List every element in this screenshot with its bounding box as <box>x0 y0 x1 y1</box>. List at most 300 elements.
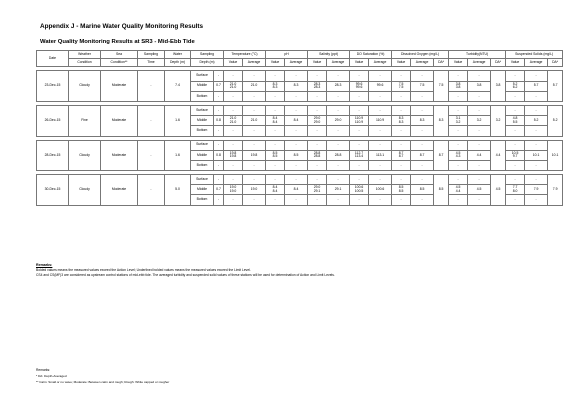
middle-suspended-solids <box>506 116 525 126</box>
water-depth-cell: 1.6 <box>165 140 191 171</box>
salinity-reading-2: 28.8 <box>313 154 321 159</box>
surface-suspended-solids-average: - <box>525 105 548 115</box>
middle-salinity-average: 29.1 <box>327 185 350 195</box>
do-saturation-reading-1: 112.7 <box>354 150 364 155</box>
bottom-temperature-average: - <box>243 91 266 101</box>
bottom-do-saturation-average: - <box>369 91 392 101</box>
dissolved-oxygen-reading-2: 8.3 <box>398 119 404 124</box>
middle-salinity <box>308 116 327 126</box>
surface-temperature-average: - <box>243 105 266 115</box>
surface-dissolved-oxygen: - <box>392 71 411 81</box>
surface-temperature: - <box>224 105 243 115</box>
header-ph-average: Average <box>285 59 308 67</box>
turbidity-reading-2: 3.8 <box>455 85 461 90</box>
middle-turbidity <box>449 81 468 91</box>
bottom-do-saturation: - <box>350 195 369 205</box>
middle-depth: 0.7 <box>214 81 224 91</box>
bottom-ph: - <box>266 160 285 170</box>
sampling-level-bottom: Bottom <box>191 195 214 205</box>
sampling-level-bottom: Bottom <box>191 126 214 136</box>
water-depth-cell: 5.0 <box>165 175 191 206</box>
middle-salinity-average: 29.0 <box>327 116 350 126</box>
sampling-level-surface: Surface <box>191 140 214 150</box>
sampling-time-cell: - <box>138 140 165 171</box>
header-do-saturation-value: Value <box>350 59 369 67</box>
surface-do-saturation: - <box>350 105 369 115</box>
do-saturation-reading-1: 99.6 <box>355 81 363 86</box>
surface-depth: - <box>214 140 224 150</box>
temperature-reading-2: 21.0 <box>229 85 237 90</box>
bottom-suspended-solids-average: - <box>525 160 548 170</box>
middle-depth: 0.8 <box>214 116 224 126</box>
bottom-suspended-solids: - <box>506 195 525 205</box>
middle-dissolved-oxygen-average: 7.5 <box>411 81 434 91</box>
middle-suspended-solids-average: 5.2 <box>525 116 548 126</box>
surface-turbidity-average: - <box>468 105 491 115</box>
surface-turbidity-average: - <box>468 140 491 150</box>
salinity-reading-2: 28.3 <box>313 85 321 90</box>
bottom-temperature: - <box>224 160 243 170</box>
salinity-reading-1: 29.0 <box>313 185 321 190</box>
bottom-suspended-solids: - <box>506 91 525 101</box>
middle-ph <box>266 116 285 126</box>
sampling-level-middle: Middle <box>191 150 214 160</box>
surface-salinity: - <box>308 140 327 150</box>
bottom-dissolved-oxygen: - <box>392 195 411 205</box>
header-turbidity-average: Average <box>468 59 491 67</box>
middle-dissolved-oxygen <box>392 150 411 160</box>
surface-do-saturation: - <box>350 140 369 150</box>
header-water-depth-sub: Depth (m) <box>165 59 191 67</box>
bottom-turbidity: - <box>449 195 468 205</box>
suspended-solids-da: 7.9 <box>548 175 563 206</box>
bottom-ph-average: - <box>285 126 308 136</box>
header-salinity: Salinity (ppt) <box>308 51 350 59</box>
dissolved-oxygen-reading-1: 7.5 <box>398 81 404 86</box>
surface-ph: - <box>266 71 285 81</box>
temperature-reading-1: 21.0 <box>229 81 237 86</box>
middle-do-saturation <box>350 116 369 126</box>
header-dissolved-oxygen-da: DA* <box>434 59 449 67</box>
surface-salinity-average: - <box>327 140 350 150</box>
note-sea-condition: ** Calm: Small or no wave; Moderate: Between calm and rough; Rough: White capped or rougher <box>36 380 170 384</box>
surface-turbidity: - <box>449 71 468 81</box>
bottom-dissolved-oxygen-average: - <box>411 91 434 101</box>
do-saturation-reading-2: 113.4 <box>354 154 364 159</box>
surface-depth: - <box>214 71 224 81</box>
suspended-solids-da: 5.2 <box>548 105 563 136</box>
surface-temperature-average: - <box>243 140 266 150</box>
middle-dissolved-oxygen-average: 8.3 <box>411 116 434 126</box>
bottom-temperature: - <box>224 195 243 205</box>
middle-do-saturation-average: 113.1 <box>369 150 392 160</box>
header-sea-sub: Condition** <box>101 59 138 67</box>
table-row-surface <box>37 105 563 115</box>
surface-turbidity-average: - <box>468 71 491 81</box>
turbidity-da: 3.8 <box>491 71 506 102</box>
middle-salinity-average: 28.3 <box>327 81 350 91</box>
middle-depth: 0.8 <box>214 150 224 160</box>
turbidity-reading-2: 4.3 <box>455 154 461 159</box>
surface-salinity-average: - <box>327 71 350 81</box>
bottom-do-saturation-average: - <box>369 126 392 136</box>
surface-dissolved-oxygen: - <box>392 140 411 150</box>
middle-turbidity <box>449 116 468 126</box>
middle-turbidity-average: 3.2 <box>468 116 491 126</box>
temperature-reading-2: 19.8 <box>229 154 237 159</box>
suspended-solids-reading-2: 6.2 <box>512 85 518 90</box>
header-dissolved-oxygen: Dissolved Oxygen (mg/L) <box>392 51 449 59</box>
header-sampling-depth-sub: Depth (m) <box>191 59 224 67</box>
surface-suspended-solids-average: - <box>525 175 548 185</box>
dissolved-oxygen-da: 7.5 <box>434 71 449 102</box>
salinity-reading-2: 29.0 <box>313 119 321 124</box>
bottom-salinity: - <box>308 126 327 136</box>
middle-dissolved-oxygen <box>392 116 411 126</box>
salinity-reading-1: 28.3 <box>313 81 321 86</box>
surface-turbidity-average: - <box>468 175 491 185</box>
sea-condition-cell: Moderate <box>101 140 138 171</box>
header-weather-sub: Condition <box>69 59 101 67</box>
middle-turbidity <box>449 185 468 195</box>
sampling-time-cell: - <box>138 175 165 206</box>
water-depth-cell: 1.6 <box>165 105 191 136</box>
middle-dissolved-oxygen-average: 8.5 <box>411 185 434 195</box>
middle-ph <box>266 185 285 195</box>
middle-temperature-average: 19.8 <box>243 150 266 160</box>
surface-dissolved-oxygen: - <box>392 105 411 115</box>
ph-reading-1: 8.3 <box>272 81 278 86</box>
middle-turbidity-average: 4.5 <box>468 185 491 195</box>
middle-do-saturation-average: 100.6 <box>369 185 392 195</box>
temperature-reading-2: 19.0 <box>229 188 237 193</box>
surface-do-saturation-average: - <box>369 71 392 81</box>
bottom-depth: - <box>214 126 224 136</box>
bottom-turbidity-average: - <box>468 126 491 136</box>
middle-suspended-solids-average: 7.9 <box>525 185 548 195</box>
surface-suspended-solids-average: - <box>525 71 548 81</box>
suspended-solids-reading-1: 4.8 <box>512 116 518 121</box>
ph-reading-1: 8.4 <box>272 185 278 190</box>
middle-ph-average: 8.4 <box>285 185 308 195</box>
surface-dissolved-oxygen-average: - <box>411 71 434 81</box>
header-turbidity-value: Value <box>449 59 468 67</box>
suspended-solids-reading-1: 5.2 <box>512 81 518 86</box>
surface-depth: - <box>214 105 224 115</box>
bottom-turbidity: - <box>449 126 468 136</box>
weather-cell: Cloudy <box>69 71 101 102</box>
ph-reading-2: 8.5 <box>272 154 278 159</box>
surface-ph: - <box>266 140 285 150</box>
header-sampling-time-sub: Time <box>138 59 165 67</box>
middle-suspended-solids <box>506 150 525 160</box>
suspended-solids-da: 5.7 <box>548 71 563 102</box>
bottom-temperature-average: - <box>243 126 266 136</box>
middle-suspended-solids <box>506 185 525 195</box>
surface-ph: - <box>266 175 285 185</box>
weather-cell: Cloudy <box>69 140 101 171</box>
middle-suspended-solids-average: 5.7 <box>525 81 548 91</box>
dissolved-oxygen-reading-1: 8.5 <box>398 185 404 190</box>
surface-turbidity: - <box>449 175 468 185</box>
bottom-temperature: - <box>224 126 243 136</box>
surface-ph-average: - <box>285 105 308 115</box>
bottom-depth: - <box>214 195 224 205</box>
bottom-dissolved-oxygen-average: - <box>411 126 434 136</box>
header-suspended-solids-da: DA* <box>548 59 563 67</box>
middle-ph <box>266 150 285 160</box>
remarks-line-1: Bolded values means the measured values exceed the Action Level; Underlined bolded values means the measured values exceed the Limit Level. <box>36 268 251 272</box>
middle-suspended-solids-average: 10.1 <box>525 150 548 160</box>
do-saturation-reading-2: 99.6 <box>355 85 363 90</box>
bottom-dissolved-oxygen: - <box>392 160 411 170</box>
do-saturation-reading-1: 100.6 <box>354 185 364 190</box>
sampling-time-cell: - <box>138 71 165 102</box>
dissolved-oxygen-reading-2: 7.5 <box>398 85 404 90</box>
bottom-dissolved-oxygen-average: - <box>411 160 434 170</box>
bottom-salinity: - <box>308 91 327 101</box>
sampling-level-surface: Surface <box>191 71 214 81</box>
header-suspended-solids-value: Value <box>506 59 525 67</box>
header-temperature-value: Value <box>224 59 243 67</box>
sea-condition-cell: Moderate <box>101 105 138 136</box>
middle-temperature <box>224 150 243 160</box>
middle-do-saturation <box>350 81 369 91</box>
middle-temperature-average: 21.0 <box>243 116 266 126</box>
date-cell: 28-Dec-15 <box>37 140 69 171</box>
header-turbidity-da: DA* <box>491 59 506 67</box>
middle-depth: 0.7 <box>214 185 224 195</box>
header-turbidity: Turbidity(NTU) <box>449 51 506 59</box>
middle-temperature-average: 21.0 <box>243 81 266 91</box>
temperature-reading-1: 21.0 <box>229 116 237 121</box>
date-cell: 30-Dec-15 <box>37 175 69 206</box>
date-cell: 26-Dec-15 <box>37 105 69 136</box>
bottom-ph-average: - <box>285 160 308 170</box>
bottom-do-saturation-average: - <box>369 195 392 205</box>
middle-turbidity-average: 4.4 <box>468 150 491 160</box>
bottom-ph-average: - <box>285 195 308 205</box>
bottom-dissolved-oxygen-average: - <box>411 195 434 205</box>
bottom-ph: - <box>266 195 285 205</box>
surface-ph-average: - <box>285 140 308 150</box>
ph-reading-2: 8.4 <box>272 119 278 124</box>
surface-turbidity: - <box>449 105 468 115</box>
header-sampling-depth: Sampling <box>191 51 224 59</box>
header-temperature-average: Average <box>243 59 266 67</box>
header-temperature: Temperature (°C) <box>224 51 266 59</box>
sampling-time-cell: - <box>138 105 165 136</box>
bottom-salinity: - <box>308 160 327 170</box>
suspended-solids-reading-1: 10.5 <box>511 150 519 155</box>
middle-ph-average: 8.4 <box>285 116 308 126</box>
bottom-turbidity-average: - <box>468 195 491 205</box>
weather-cell: Fine <box>69 105 101 136</box>
header-dissolved-oxygen-value: Value <box>392 59 411 67</box>
notes-title: Remarks: <box>36 368 51 372</box>
middle-do-saturation <box>350 185 369 195</box>
ph-reading-2: 8.3 <box>272 85 278 90</box>
surface-dissolved-oxygen-average: - <box>411 105 434 115</box>
sampling-level-bottom: Bottom <box>191 91 214 101</box>
sea-condition-cell: Moderate <box>101 175 138 206</box>
header-row-1 <box>37 51 563 59</box>
bottom-suspended-solids-average: - <box>525 195 548 205</box>
sampling-level-surface: Surface <box>191 105 214 115</box>
bottom-ph: - <box>266 91 285 101</box>
do-saturation-reading-2: 110.9 <box>354 119 364 124</box>
sampling-level-bottom: Bottom <box>191 160 214 170</box>
surface-salinity-average: - <box>327 105 350 115</box>
middle-salinity <box>308 150 327 160</box>
surface-temperature: - <box>224 71 243 81</box>
note-depth-averaged: * DA: Depth-Averaged <box>36 374 67 378</box>
sampling-level-middle: Middle <box>191 116 214 126</box>
turbidity-da: 4.4 <box>491 140 506 171</box>
middle-temperature <box>224 185 243 195</box>
header-date: Date <box>37 51 69 67</box>
sampling-level-middle: Middle <box>191 185 214 195</box>
middle-temperature <box>224 116 243 126</box>
surface-do-saturation: - <box>350 71 369 81</box>
dissolved-oxygen-reading-2: 8.5 <box>398 188 404 193</box>
middle-salinity <box>308 185 327 195</box>
header-water-depth: Water <box>165 51 191 59</box>
surface-dissolved-oxygen: - <box>392 175 411 185</box>
middle-ph-average: 8.5 <box>285 150 308 160</box>
header-do-saturation-average: Average <box>369 59 392 67</box>
bottom-dissolved-oxygen: - <box>392 126 411 136</box>
bottom-depth: - <box>214 91 224 101</box>
bottom-suspended-solids: - <box>506 126 525 136</box>
surface-dissolved-oxygen-average: - <box>411 175 434 185</box>
middle-ph-average: 8.3 <box>285 81 308 91</box>
surface-temperature: - <box>224 175 243 185</box>
header-salinity-average: Average <box>327 59 350 67</box>
bottom-ph: - <box>266 126 285 136</box>
dissolved-oxygen-reading-2: 8.7 <box>398 154 404 159</box>
do-saturation-reading-1: 110.9 <box>354 116 364 121</box>
header-do-saturation: DO Saturation (%) <box>350 51 392 59</box>
bottom-turbidity: - <box>449 160 468 170</box>
header-dissolved-oxygen-average: Average <box>411 59 434 67</box>
middle-do-saturation <box>350 150 369 160</box>
ph-reading-2: 8.4 <box>272 188 278 193</box>
header-ph: pH <box>266 51 308 59</box>
surface-depth: - <box>214 175 224 185</box>
surface-ph-average: - <box>285 71 308 81</box>
bottom-temperature-average: - <box>243 195 266 205</box>
weather-cell: Cloudy <box>69 175 101 206</box>
ph-reading-1: 8.4 <box>272 116 278 121</box>
bottom-temperature: - <box>224 91 243 101</box>
do-saturation-reading-2: 100.5 <box>354 188 364 193</box>
bottom-salinity-average: - <box>327 91 350 101</box>
header-sampling-time: Sampling <box>138 51 165 59</box>
surface-temperature-average: - <box>243 71 266 81</box>
middle-salinity-average: 28.8 <box>327 150 350 160</box>
bottom-suspended-solids: - <box>506 160 525 170</box>
bottom-do-saturation: - <box>350 160 369 170</box>
surface-do-saturation: - <box>350 175 369 185</box>
bottom-ph-average: - <box>285 91 308 101</box>
header-weather: Weather <box>69 51 101 59</box>
middle-turbidity-average: 3.8 <box>468 81 491 91</box>
bottom-turbidity: - <box>449 91 468 101</box>
sampling-level-middle: Middle <box>191 81 214 91</box>
surface-suspended-solids-average: - <box>525 140 548 150</box>
surface-dissolved-oxygen-average: - <box>411 140 434 150</box>
bottom-suspended-solids-average: - <box>525 126 548 136</box>
dissolved-oxygen-da: 8.5 <box>434 175 449 206</box>
middle-ph <box>266 81 285 91</box>
temperature-reading-2: 21.0 <box>229 119 237 124</box>
suspended-solids-reading-2: 9.7 <box>512 154 518 159</box>
suspended-solids-da: 10.1 <box>548 140 563 171</box>
surface-temperature-average: - <box>243 175 266 185</box>
sea-condition-cell: Moderate <box>101 71 138 102</box>
dissolved-oxygen-da: 8.3 <box>434 105 449 136</box>
surface-do-saturation-average: - <box>369 175 392 185</box>
turbidity-da: 3.2 <box>491 105 506 136</box>
bottom-turbidity-average: - <box>468 160 491 170</box>
middle-turbidity <box>449 150 468 160</box>
turbidity-reading-2: 4.4 <box>455 188 461 193</box>
surface-suspended-solids: - <box>506 140 525 150</box>
header-suspended-solids-average: Average <box>525 59 548 67</box>
suspended-solids-reading-2: 5.5 <box>512 119 518 124</box>
turbidity-reading-1: 4.5 <box>455 150 461 155</box>
turbidity-da: 4.5 <box>491 175 506 206</box>
remarks-title: Remarks: <box>36 263 53 267</box>
table-title: Water Quality Monitoring Results at SR3 - Mid-Ebb Tide <box>40 39 195 45</box>
bottom-do-saturation-average: - <box>369 160 392 170</box>
surface-suspended-solids: - <box>506 71 525 81</box>
suspended-solids-reading-1: 7.7 <box>512 185 518 190</box>
bottom-depth: - <box>214 160 224 170</box>
water-quality-table <box>36 50 563 206</box>
water-depth-cell: 7.4 <box>165 71 191 102</box>
surface-salinity: - <box>308 71 327 81</box>
ph-reading-1: 8.5 <box>272 150 278 155</box>
middle-temperature-average: 19.0 <box>243 185 266 195</box>
bottom-salinity: - <box>308 195 327 205</box>
turbidity-reading-1: 3.1 <box>455 116 461 121</box>
surface-suspended-solids: - <box>506 175 525 185</box>
appendix-title: Appendix J - Marine Water Quality Monitoring Results <box>40 23 204 30</box>
surface-ph: - <box>266 105 285 115</box>
header-suspended-solids: Suspended Solids (mg/L) <box>506 51 563 59</box>
middle-do-saturation-average: 110.9 <box>369 116 392 126</box>
table-row-surface <box>37 140 563 150</box>
surface-suspended-solids: - <box>506 105 525 115</box>
surface-do-saturation-average: - <box>369 140 392 150</box>
header-salinity-value: Value <box>308 59 327 67</box>
surface-temperature: - <box>224 140 243 150</box>
temperature-reading-1: 19.8 <box>229 150 237 155</box>
dissolved-oxygen-da: 8.7 <box>434 140 449 171</box>
date-cell: 23-Dec-15 <box>37 71 69 102</box>
surface-salinity: - <box>308 175 327 185</box>
surface-do-saturation-average: - <box>369 105 392 115</box>
header-sea: Sea <box>101 51 138 59</box>
suspended-solids-reading-2: 8.0 <box>512 188 518 193</box>
dissolved-oxygen-reading-1: 8.3 <box>398 116 404 121</box>
surface-salinity-average: - <box>327 175 350 185</box>
middle-dissolved-oxygen <box>392 185 411 195</box>
turbidity-reading-1: 4.5 <box>455 185 461 190</box>
bottom-turbidity-average: - <box>468 91 491 101</box>
